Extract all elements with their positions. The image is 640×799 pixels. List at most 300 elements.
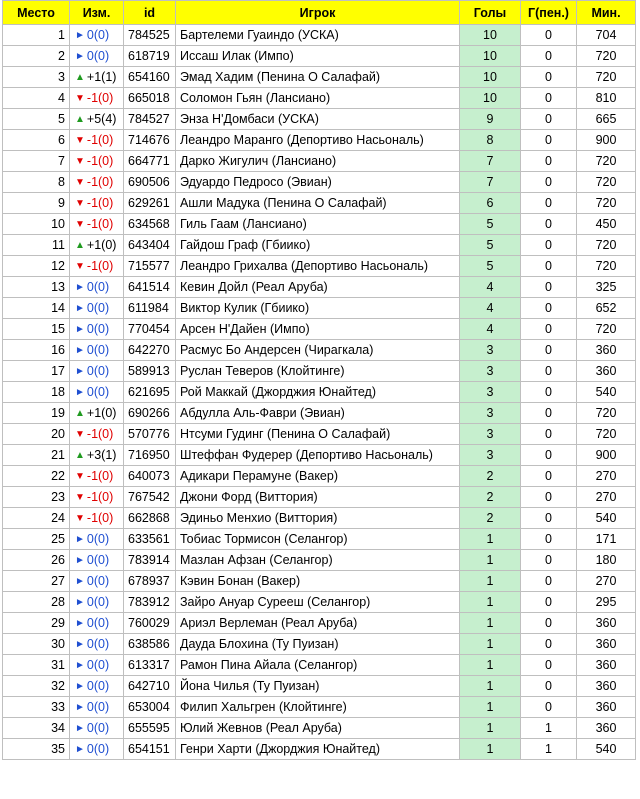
table-row: [3, 550, 636, 571]
table-row: [3, 655, 636, 676]
penalty-goals-cell: 0: [521, 193, 577, 214]
penalty-goals-cell: 0: [521, 130, 577, 151]
id-cell: 715577: [124, 256, 176, 277]
change-value: +3(1): [86, 448, 117, 462]
player-cell: Мазлан Афзан (Селангор): [176, 550, 460, 571]
minutes-cell: 720: [577, 193, 636, 214]
change-cell: [70, 25, 124, 46]
change-value: -1(0): [86, 154, 114, 168]
change-value: 0(0): [86, 532, 110, 546]
place-cell: 16: [3, 340, 70, 361]
table-row: [3, 172, 636, 193]
place-cell: 32: [3, 676, 70, 697]
minutes-cell: 270: [577, 487, 636, 508]
place-cell: 28: [3, 592, 70, 613]
table-row: [3, 340, 636, 361]
goals-cell: 2: [460, 487, 521, 508]
place-cell: 1: [3, 25, 70, 46]
table-row: [3, 214, 636, 235]
penalty-goals-cell: 0: [521, 445, 577, 466]
right-triangle-icon: ►: [75, 324, 85, 335]
up-triangle-icon: ▲: [75, 450, 85, 461]
change-cell: [70, 424, 124, 445]
id-cell: 783912: [124, 592, 176, 613]
right-triangle-icon: ►: [75, 30, 85, 41]
goals-cell: 1: [460, 739, 521, 760]
goals-cell: 5: [460, 214, 521, 235]
player-cell: Арсен Н'Дайен (Импо): [176, 319, 460, 340]
player-cell: Ашли Мадука (Пенина О Салафай): [176, 193, 460, 214]
player-cell: Соломон Гьян (Лансиано): [176, 88, 460, 109]
player-cell: Леандро Маранго (Депортиво Насьональ): [176, 130, 460, 151]
table-row: [3, 739, 636, 760]
player-cell: Генри Харти (Джорджия Юнайтед): [176, 739, 460, 760]
id-cell: 690266: [124, 403, 176, 424]
minutes-cell: 540: [577, 739, 636, 760]
right-triangle-icon: ►: [75, 681, 85, 692]
place-cell: 12: [3, 256, 70, 277]
place-cell: 26: [3, 550, 70, 571]
up-triangle-icon: ▲: [75, 240, 85, 251]
table-row: [3, 256, 636, 277]
table-row: [3, 109, 636, 130]
penalty-goals-cell: 0: [521, 277, 577, 298]
right-triangle-icon: ►: [75, 51, 85, 62]
minutes-cell: 720: [577, 46, 636, 67]
change-cell: [70, 508, 124, 529]
change-value: +5(4): [86, 112, 117, 126]
goals-cell: 1: [460, 655, 521, 676]
player-cell: Рамон Пина Айала (Селангор): [176, 655, 460, 676]
right-triangle-icon: ►: [75, 597, 85, 608]
place-cell: 34: [3, 718, 70, 739]
player-cell: Рой Маккай (Джорджия Юнайтед): [176, 382, 460, 403]
id-cell: 760029: [124, 613, 176, 634]
right-triangle-icon: ►: [75, 534, 85, 545]
place-cell: 17: [3, 361, 70, 382]
minutes-cell: 900: [577, 445, 636, 466]
id-cell: 589913: [124, 361, 176, 382]
goals-cell: 7: [460, 151, 521, 172]
change-value: 0(0): [86, 574, 110, 588]
right-triangle-icon: ►: [75, 282, 85, 293]
down-triangle-icon: ▼: [75, 198, 85, 209]
up-triangle-icon: ▲: [75, 408, 85, 419]
change-value: -1(0): [86, 490, 114, 504]
change-value: +1(1): [86, 70, 117, 84]
change-cell: [70, 697, 124, 718]
id-cell: 643404: [124, 235, 176, 256]
change-value: 0(0): [86, 553, 110, 567]
minutes-cell: 360: [577, 634, 636, 655]
change-cell: [70, 340, 124, 361]
change-cell: [70, 130, 124, 151]
minutes-cell: 720: [577, 256, 636, 277]
penalty-goals-cell: 0: [521, 487, 577, 508]
minutes-cell: 360: [577, 697, 636, 718]
minutes-cell: 540: [577, 508, 636, 529]
minutes-cell: 360: [577, 340, 636, 361]
place-cell: 5: [3, 109, 70, 130]
place-cell: 13: [3, 277, 70, 298]
goals-cell: 10: [460, 25, 521, 46]
table-row: [3, 277, 636, 298]
change-value: 0(0): [86, 742, 110, 756]
change-value: -1(0): [86, 469, 114, 483]
place-cell: 27: [3, 571, 70, 592]
player-cell: Йона Чилья (Ту Пуизан): [176, 676, 460, 697]
right-triangle-icon: ►: [75, 555, 85, 566]
change-value: 0(0): [86, 343, 110, 357]
table-row: [3, 193, 636, 214]
table-row: [3, 529, 636, 550]
minutes-cell: 360: [577, 613, 636, 634]
table-row: [3, 613, 636, 634]
change-cell: [70, 319, 124, 340]
id-cell: 690506: [124, 172, 176, 193]
goals-cell: 5: [460, 256, 521, 277]
change-cell: [70, 172, 124, 193]
penalty-goals-cell: 0: [521, 319, 577, 340]
change-cell: [70, 88, 124, 109]
table-row: [3, 718, 636, 739]
goals-cell: 3: [460, 340, 521, 361]
id-cell: 613317: [124, 655, 176, 676]
change-value: +1(0): [86, 238, 117, 252]
player-cell: Зайро Ануар Сурееш (Селангор): [176, 592, 460, 613]
minutes-cell: 325: [577, 277, 636, 298]
penalty-goals-cell: 0: [521, 655, 577, 676]
place-cell: 11: [3, 235, 70, 256]
change-value: -1(0): [86, 196, 114, 210]
player-cell: Гайдош Граф (Гбиико): [176, 235, 460, 256]
change-value: 0(0): [86, 700, 110, 714]
change-value: 0(0): [86, 280, 110, 294]
down-triangle-icon: ▼: [75, 492, 85, 503]
place-cell: 24: [3, 508, 70, 529]
place-cell: 35: [3, 739, 70, 760]
place-cell: 8: [3, 172, 70, 193]
place-cell: 29: [3, 613, 70, 634]
table-row: [3, 697, 636, 718]
minutes-cell: 720: [577, 151, 636, 172]
player-cell: Дауда Блохина (Ту Пуизан): [176, 634, 460, 655]
col-header-id[interactable]: id: [124, 1, 176, 25]
id-cell: 784525: [124, 25, 176, 46]
change-value: 0(0): [86, 49, 110, 63]
change-cell: [70, 361, 124, 382]
id-cell: 621695: [124, 382, 176, 403]
table-row: [3, 634, 636, 655]
penalty-goals-cell: 1: [521, 718, 577, 739]
change-cell: [70, 46, 124, 67]
goals-cell: 8: [460, 130, 521, 151]
right-triangle-icon: ►: [75, 303, 85, 314]
col-header-min[interactable]: Мин.: [577, 1, 636, 25]
goals-cell: 7: [460, 172, 521, 193]
place-cell: 22: [3, 466, 70, 487]
place-cell: 2: [3, 46, 70, 67]
change-cell: [70, 592, 124, 613]
place-cell: 4: [3, 88, 70, 109]
down-triangle-icon: ▼: [75, 471, 85, 482]
penalty-goals-cell: 0: [521, 172, 577, 193]
player-cell: Эдиньо Менхио (Виттория): [176, 508, 460, 529]
penalty-goals-cell: 0: [521, 361, 577, 382]
id-cell: 633561: [124, 529, 176, 550]
goals-cell: 1: [460, 529, 521, 550]
table-row: [3, 508, 636, 529]
change-cell: [70, 676, 124, 697]
change-value: -1(0): [86, 133, 114, 147]
change-cell: [70, 739, 124, 760]
change-value: 0(0): [86, 28, 110, 42]
id-cell: 654151: [124, 739, 176, 760]
minutes-cell: 720: [577, 319, 636, 340]
goals-cell: 3: [460, 424, 521, 445]
id-cell: 638586: [124, 634, 176, 655]
place-cell: 6: [3, 130, 70, 151]
right-triangle-icon: ►: [75, 723, 85, 734]
minutes-cell: 704: [577, 25, 636, 46]
place-cell: 18: [3, 382, 70, 403]
player-cell: Иссаш Илак (Импо): [176, 46, 460, 67]
id-cell: 634568: [124, 214, 176, 235]
id-cell: 640073: [124, 466, 176, 487]
right-triangle-icon: ►: [75, 618, 85, 629]
goals-cell: 6: [460, 193, 521, 214]
place-cell: 14: [3, 298, 70, 319]
change-value: 0(0): [86, 322, 110, 336]
change-cell: [70, 634, 124, 655]
minutes-cell: 652: [577, 298, 636, 319]
change-cell: [70, 109, 124, 130]
change-value: 0(0): [86, 301, 110, 315]
penalty-goals-cell: 0: [521, 298, 577, 319]
down-triangle-icon: ▼: [75, 177, 85, 188]
penalty-goals-cell: 0: [521, 382, 577, 403]
change-value: -1(0): [86, 511, 114, 525]
down-triangle-icon: ▼: [75, 429, 85, 440]
minutes-cell: 720: [577, 67, 636, 88]
right-triangle-icon: ►: [75, 702, 85, 713]
change-cell: [70, 655, 124, 676]
table-row: [3, 130, 636, 151]
place-cell: 33: [3, 697, 70, 718]
penalty-goals-cell: 0: [521, 550, 577, 571]
id-cell: 784527: [124, 109, 176, 130]
change-cell: [70, 445, 124, 466]
goals-cell: 1: [460, 592, 521, 613]
minutes-cell: 665: [577, 109, 636, 130]
col-header-player[interactable]: Игрок: [176, 1, 460, 25]
change-cell: [70, 529, 124, 550]
table-row: [3, 445, 636, 466]
place-cell: 19: [3, 403, 70, 424]
player-cell: Адикари Перамуне (Вакер): [176, 466, 460, 487]
place-cell: 20: [3, 424, 70, 445]
id-cell: 678937: [124, 571, 176, 592]
col-header-goals[interactable]: Голы: [460, 1, 521, 25]
goals-cell: 3: [460, 445, 521, 466]
goals-cell: 4: [460, 298, 521, 319]
change-cell: [70, 277, 124, 298]
goals-cell: 1: [460, 634, 521, 655]
table-row: [3, 319, 636, 340]
player-cell: Юлий Жевнов (Реал Аруба): [176, 718, 460, 739]
penalty-goals-cell: 0: [521, 508, 577, 529]
place-cell: 21: [3, 445, 70, 466]
change-cell: [70, 67, 124, 88]
change-cell: [70, 550, 124, 571]
id-cell: 642270: [124, 340, 176, 361]
change-cell: [70, 403, 124, 424]
penalty-goals-cell: 0: [521, 634, 577, 655]
minutes-cell: 720: [577, 424, 636, 445]
id-cell: 629261: [124, 193, 176, 214]
goals-cell: 5: [460, 235, 521, 256]
minutes-cell: 180: [577, 550, 636, 571]
header-row: [3, 1, 636, 25]
table-row: [3, 25, 636, 46]
player-cell: Кэвин Бонан (Вакер): [176, 571, 460, 592]
goals-cell: 3: [460, 382, 521, 403]
goals-cell: 1: [460, 676, 521, 697]
player-cell: Филип Хальгрен (Клойтинге): [176, 697, 460, 718]
table-row: [3, 298, 636, 319]
down-triangle-icon: ▼: [75, 135, 85, 146]
change-value: -1(0): [86, 175, 114, 189]
player-cell: Абдулла Аль-Фаври (Эвиан): [176, 403, 460, 424]
change-cell: [70, 256, 124, 277]
change-value: 0(0): [86, 658, 110, 672]
id-cell: 664771: [124, 151, 176, 172]
change-cell: [70, 571, 124, 592]
penalty-goals-cell: 0: [521, 25, 577, 46]
right-triangle-icon: ►: [75, 576, 85, 587]
penalty-goals-cell: 0: [521, 109, 577, 130]
goals-cell: 1: [460, 613, 521, 634]
player-cell: Виктор Кулик (Гбиико): [176, 298, 460, 319]
place-cell: 25: [3, 529, 70, 550]
change-value: -1(0): [86, 217, 114, 231]
goals-cell: 3: [460, 403, 521, 424]
minutes-cell: 720: [577, 235, 636, 256]
penalty-goals-cell: 0: [521, 571, 577, 592]
table-row: [3, 361, 636, 382]
penalty-goals-cell: 0: [521, 466, 577, 487]
right-triangle-icon: ►: [75, 387, 85, 398]
player-cell: Кевин Дойл (Реал Аруба): [176, 277, 460, 298]
place-cell: 30: [3, 634, 70, 655]
goals-cell: 1: [460, 718, 521, 739]
penalty-goals-cell: 1: [521, 739, 577, 760]
goals-cell: 10: [460, 88, 521, 109]
penalty-goals-cell: 0: [521, 67, 577, 88]
penalty-goals-cell: 0: [521, 214, 577, 235]
change-cell: [70, 466, 124, 487]
player-cell: Расмус Бо Андерсен (Чирагкала): [176, 340, 460, 361]
down-triangle-icon: ▼: [75, 93, 85, 104]
change-value: -1(0): [86, 91, 114, 105]
goals-cell: 1: [460, 697, 521, 718]
id-cell: 655595: [124, 718, 176, 739]
minutes-cell: 270: [577, 571, 636, 592]
minutes-cell: 360: [577, 676, 636, 697]
id-cell: 665018: [124, 88, 176, 109]
down-triangle-icon: ▼: [75, 513, 85, 524]
down-triangle-icon: ▼: [75, 261, 85, 272]
change-cell: [70, 235, 124, 256]
table-row: [3, 151, 636, 172]
penalty-goals-cell: 0: [521, 592, 577, 613]
right-triangle-icon: ►: [75, 345, 85, 356]
table-row: [3, 46, 636, 67]
table-row: [3, 382, 636, 403]
change-value: 0(0): [86, 616, 110, 630]
change-cell: [70, 214, 124, 235]
id-cell: 642710: [124, 676, 176, 697]
col-header-change[interactable]: Изм.: [70, 1, 124, 25]
up-triangle-icon: ▲: [75, 72, 85, 83]
table-row: [3, 88, 636, 109]
col-header-pen[interactable]: Г(пен.): [521, 1, 577, 25]
id-cell: 716950: [124, 445, 176, 466]
place-cell: 31: [3, 655, 70, 676]
penalty-goals-cell: 0: [521, 697, 577, 718]
change-value: 0(0): [86, 385, 110, 399]
player-cell: Эмад Хадим (Пенина О Салафай): [176, 67, 460, 88]
player-cell: Гиль Гаам (Лансиано): [176, 214, 460, 235]
minutes-cell: 720: [577, 403, 636, 424]
goals-cell: 9: [460, 109, 521, 130]
player-cell: Тобиас Тормисон (Селангор): [176, 529, 460, 550]
goals-cell: 10: [460, 46, 521, 67]
table-row: [3, 571, 636, 592]
change-value: -1(0): [86, 259, 114, 273]
minutes-cell: 900: [577, 130, 636, 151]
table-row: [3, 424, 636, 445]
place-cell: 7: [3, 151, 70, 172]
player-cell: Руслан Теверов (Клойтинге): [176, 361, 460, 382]
change-value: 0(0): [86, 364, 110, 378]
change-value: 0(0): [86, 679, 110, 693]
minutes-cell: 171: [577, 529, 636, 550]
change-value: 0(0): [86, 637, 110, 651]
down-triangle-icon: ▼: [75, 219, 85, 230]
change-value: 0(0): [86, 595, 110, 609]
right-triangle-icon: ►: [75, 366, 85, 377]
id-cell: 770454: [124, 319, 176, 340]
id-cell: 611984: [124, 298, 176, 319]
change-cell: [70, 487, 124, 508]
goals-cell: 3: [460, 361, 521, 382]
goals-cell: 1: [460, 571, 521, 592]
id-cell: 653004: [124, 697, 176, 718]
col-header-place[interactable]: Место: [3, 1, 70, 25]
id-cell: 662868: [124, 508, 176, 529]
change-value: +1(0): [86, 406, 117, 420]
change-cell: [70, 193, 124, 214]
change-cell: [70, 718, 124, 739]
goals-cell: 10: [460, 67, 521, 88]
right-triangle-icon: ►: [75, 639, 85, 650]
id-cell: 783914: [124, 550, 176, 571]
goals-cell: 2: [460, 466, 521, 487]
place-cell: 15: [3, 319, 70, 340]
right-triangle-icon: ►: [75, 744, 85, 755]
player-cell: Нтсуми Гудинг (Пенина О Салафай): [176, 424, 460, 445]
